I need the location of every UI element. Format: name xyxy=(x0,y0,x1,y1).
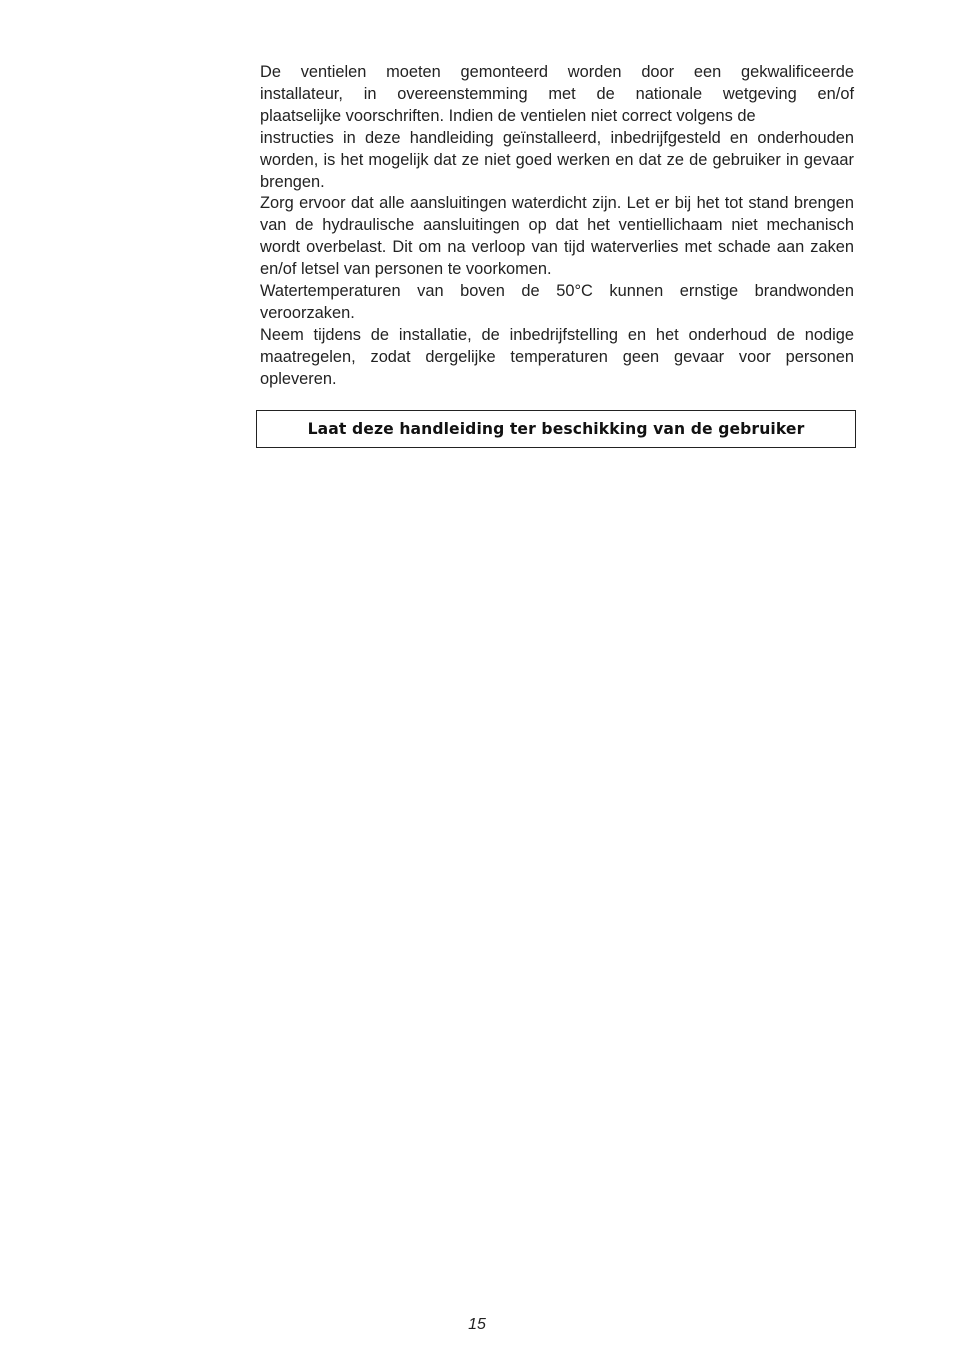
paragraph-line: installateur, in overeenstemming met de nationale wetgeving en/of xyxy=(260,84,854,103)
paragraph-line: plaatselijke voorschriften. Indien de ventielen niet correct volgens de xyxy=(260,106,756,125)
page-number: 15 xyxy=(468,1316,486,1333)
paragraph-temperature: Watertemperaturen van boven de 50°C kunnen ernstige brandwonden veroorzaken. xyxy=(260,282,854,322)
paragraph-installer xyxy=(260,62,854,193)
safety-text-block xyxy=(260,62,854,391)
paragraph-precautions: Neem tijdens de installatie, de inbedrijfstelling en het onderhoud de nodige maatregelen, zodat dergelijke temperaturen geen gevaar voor personen opleveren. xyxy=(260,325,854,388)
notice-box xyxy=(256,410,856,448)
notice-text: Laat deze handleiding ter beschikking van de gebruiker xyxy=(307,420,805,438)
paragraph-text: instructies in deze handleiding geïnstalleerd, inbedrijfgesteld en onderhouden worden, is het mogelijk dat ze niet goed werken en dat ze de gebruiker in gevaar brengen. xyxy=(260,128,854,191)
paragraph-line: De ventielen moeten gemonteerd worden door een gekwalificeerde xyxy=(260,63,854,81)
paragraph-watertight: Zorg ervoor dat alle aansluitingen waterdicht zijn. Let er bij het tot stand brengen van de hydraulische aansluitingen op dat het ventiellichaam niet mechanisch wordt overbelast. Dit om na verloop van tijd waterverlies met schade aan zaken en/of letsel van personen te voorkomen. xyxy=(260,194,854,279)
